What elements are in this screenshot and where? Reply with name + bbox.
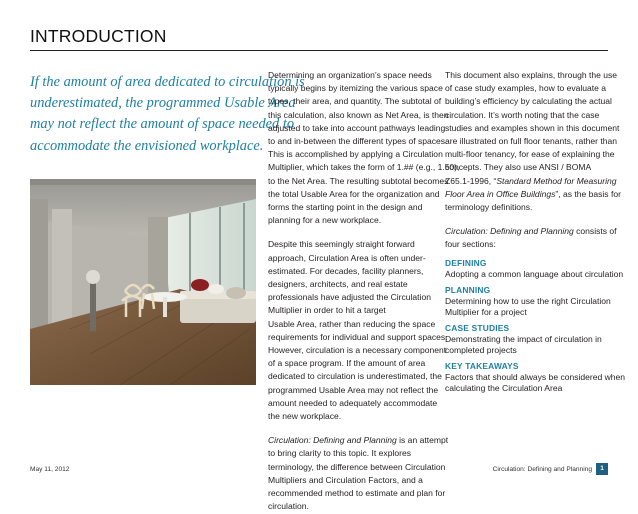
standard-title-ref: Standard Method for Measuring [496,175,617,186]
office-interior-photo [30,179,256,385]
body-text-line: planning for a new workplace. [268,215,382,226]
section-description: Multiplier for a project [445,306,527,317]
body-text-line: Determining an organization’s space needs [268,70,432,80]
body-text-line: amount needed to adequately accommodate [268,397,438,408]
body-text-line: are illustrated on full floor tenants, rather than [445,136,617,147]
footer-document-title: Circulation: Defining and Planning [492,466,592,473]
body-text-line: Circulation: Defining and Planning is an attempt [268,435,449,446]
body-column-middle [268,69,460,514]
section-heading-defining: DEFINING [445,257,487,268]
body-text-line: estimated. For decades, facility planners, [268,265,424,276]
body-text-line: designers, architects, and real estate [268,279,408,290]
pull-quote-line: If the amount of area dedicated to circulation is [30,74,305,90]
pull-quote-line: may not reflect the amount of space needed to [30,116,295,133]
body-text-line: the new workplace. [268,411,342,422]
body-column-right [445,69,626,393]
heading-rule [30,50,608,51]
body-text-line: concepts. They also use ANSI / BOMA [445,162,592,173]
pull-quote-line: underestimated, the programmed Usable Area [30,95,296,112]
body-text-line: of case study examples, how to evaluate a [445,83,607,94]
body-text-line: requirements for individual and support spaces. [268,331,448,342]
body-text-line: approach, Circulation Area is often under- [268,252,426,263]
body-text-line: multi-floor tenancy, for ease of explaining the [445,149,615,160]
body-text-line: to bring clarity to this topic. It explores [268,448,411,459]
body-text-line: Despite this seemingly straight forward [268,239,415,250]
body-text-line: to and in-between the different types of spaces. [268,136,448,147]
body-text-line: Usable Area, rather than reducing the space [268,318,436,329]
body-text-line: However, circulation is a necessary component [268,345,447,356]
section-description: Factors that should always be considered when [445,372,626,383]
document-title-ref: Circulation: Defining and Planning [268,435,397,446]
body-text-line: adjusted to take into account pathways leading [268,122,446,133]
body-text-line: types, their area, and quantity. The subtotal of [268,96,442,107]
body-text-line: professionals have adjusted the Circulation [268,292,431,303]
body-text-line: of a space program. If the amount of area [268,358,426,369]
body-text-line: terminology, the difference between Circulation [268,461,446,472]
body-text-line: recommended method to estimate and plan for [268,488,446,499]
body-text-line: This document also explains, through the use [445,70,617,80]
body-text-line: circulation. It’s worth noting that the case [445,109,600,120]
body-text-line: Z65.1-1996, “Standard Method for Measuring [445,175,617,186]
section-description: Adopting a common language about circulation [445,268,624,279]
body-text-line: the total Usable Area for the organization and [268,188,440,199]
body-text-line: Floor Area in Office Buildings”, as the basis for [445,188,621,199]
body-text-line: dedicated to circulation is underestimated, the [268,371,442,382]
body-text-line: Multiplier in order to hit a target [268,305,386,316]
body-text-line: terminology definitions. [445,202,533,213]
section-heading-key-takeaways: KEY TAKEAWAYS [445,361,519,372]
body-text-line: programmed Usable Area may not reflect the [268,384,439,395]
section-description: Determining how to use the right Circulation [445,296,611,307]
pull-quote-line: accommodate the envisioned workplace. [30,137,264,154]
body-text-line: circulation. [268,501,309,512]
section-description: Demonstrating the impact of circulation in [445,334,602,345]
section-description: calculating the Circulation Area [445,382,563,393]
body-text-line: Circulation: Defining and Planning consists of [445,226,617,237]
section-description: completed projects [445,344,517,355]
body-text-line: Multipliers and Circulation Factors, and a [268,474,423,485]
standard-title-ref: Floor Area in Office Buildings [445,188,556,199]
body-text-line: to the Net Area. The resulting subtotal becomes [268,175,449,186]
page-heading: INTRODUCTION [30,26,167,46]
body-text-line: this calculation, also known as Net Area, is then [268,109,449,120]
pull-quote [30,72,305,157]
body-text-line: four sections: [445,239,496,250]
footer-date: May 11, 2012 [30,466,70,473]
page-number-badge: 1 [596,463,608,475]
body-text-line: forms the starting point in the design and [268,202,423,213]
body-text-line: typically begins by itemizing the various space [268,83,443,94]
document-title-ref: Circulation: Defining and Planning [445,226,574,237]
body-text-line: building’s efficiency by calculating the actual [445,96,612,107]
body-text-line: This is accomplished by applying a Circulation [268,149,443,160]
section-heading-case-studies: CASE STUDIES [445,323,510,334]
section-heading-planning: PLANNING [445,285,491,296]
body-text-line: Multiplier, which takes the form of 1.## (e.g., 1.50), [268,162,460,173]
body-text-line: studies and examples shown in this document [445,122,620,133]
